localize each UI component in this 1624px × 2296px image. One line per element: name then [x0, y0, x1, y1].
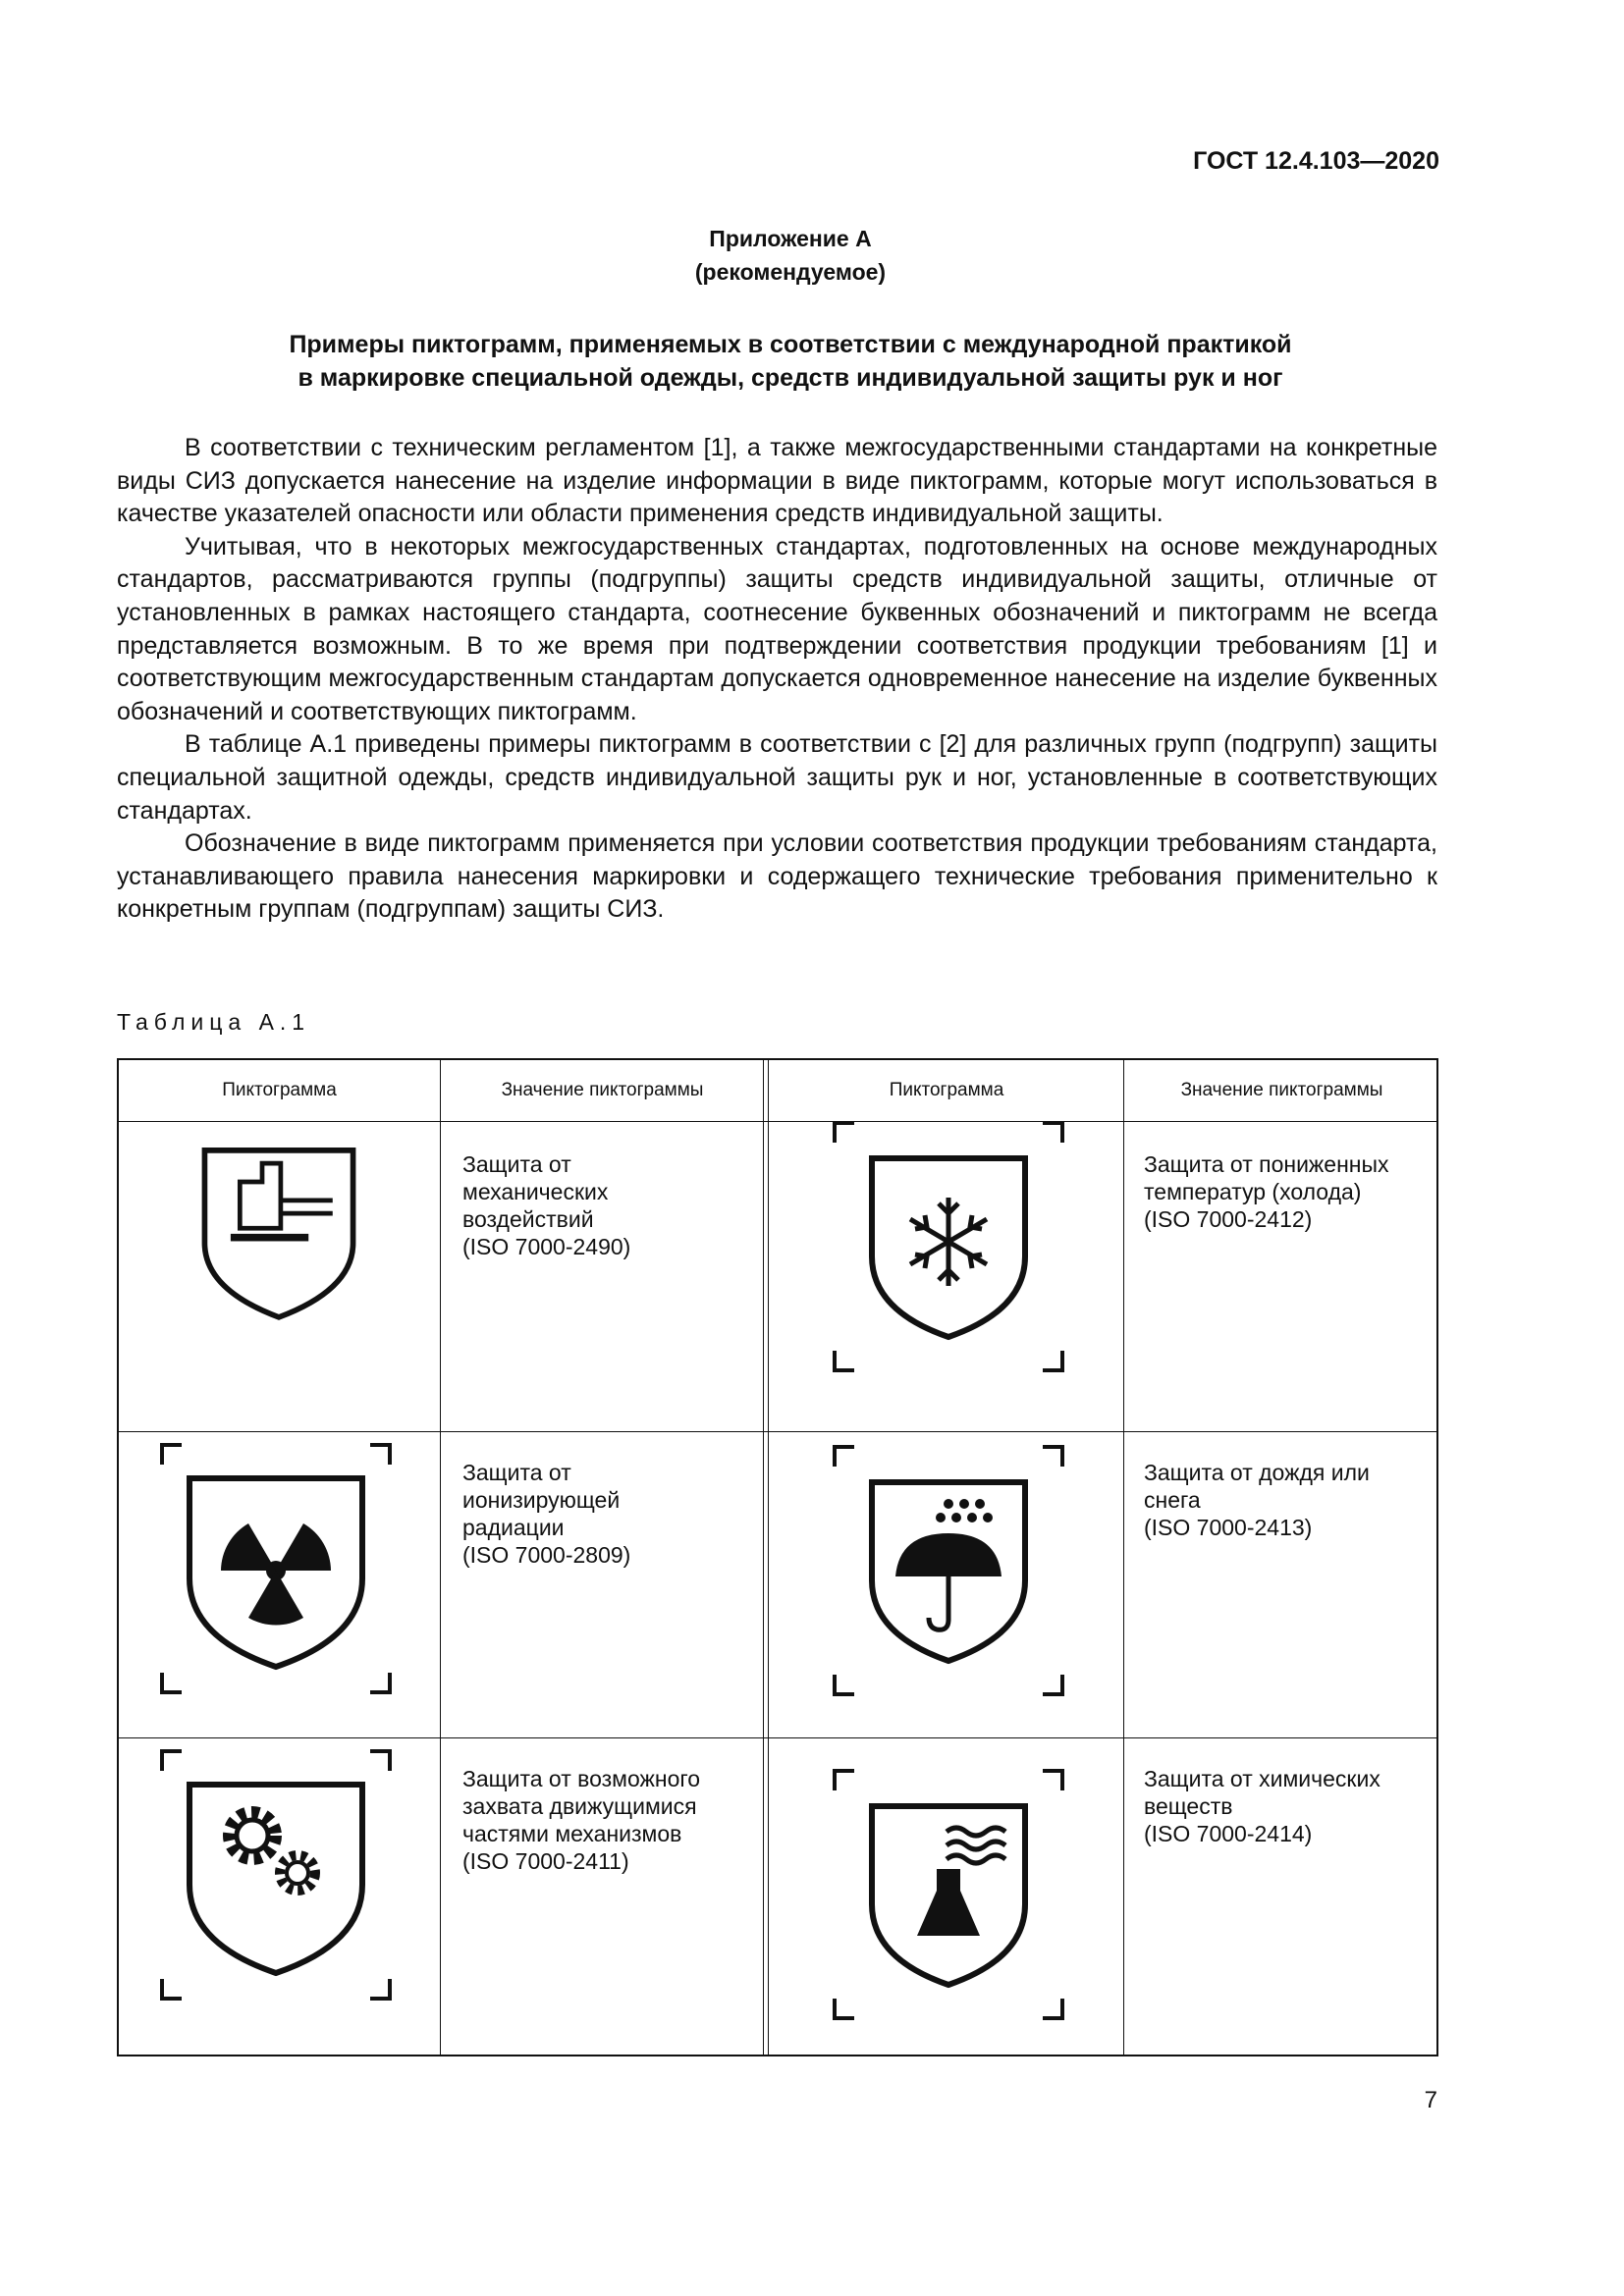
appendix-subtitle: (рекомендуемое) [694, 259, 887, 285]
appendix-heading [147, 328, 1434, 395]
base-bar [231, 1234, 308, 1242]
column-divider [768, 1060, 769, 2055]
gear-large [229, 1812, 276, 1859]
meaning-text: Защита от химических веществ (ISO 7000-2414) [1144, 1766, 1380, 1846]
chemical-protection-icon [831, 1767, 1066, 2022]
paragraph: Обозначение в виде пиктограмм применяется при условии соответствия продукции требованиям стандарта, устанавливающего правила нанесения маркировки и содержащего технические требования применительно к конкретным группам (подгруппам) защиты СИЗ. [117, 829, 1437, 924]
column-divider [440, 1060, 441, 2055]
umbrella-canopy [895, 1533, 1001, 1576]
umbrella-handle [929, 1576, 948, 1629]
appendix-title: Приложение А [709, 226, 872, 251]
block-shape [240, 1163, 281, 1228]
header-pictogram: Пиктограмма [889, 1080, 1004, 1100]
page-number: 7 [1424, 2087, 1437, 2113]
radiation-protection-icon [158, 1441, 394, 1696]
trefoil [221, 1523, 331, 1626]
pictogram-table [117, 1058, 1438, 2056]
shield-outline [189, 1785, 362, 1973]
rain-snow-protection-icon [831, 1443, 1066, 1698]
header-meaning: Значение пиктограммы [1180, 1080, 1383, 1100]
vapour-waves [947, 1828, 1005, 1863]
paragraph: В таблице А.1 приведены примеры пиктограмм в соответствии с [2] для различных групп (подгрупп) защиты специальной защитной одежды, средств индивидуальной защиты рук и ног, установленные в соответствующих стандартах. [117, 730, 1437, 825]
column-divider [763, 1060, 764, 2055]
meaning-text: Защита от возможного захвата движущимися частями механизмов (ISO 7000-2411) [462, 1766, 701, 1874]
flask [917, 1869, 980, 1936]
meaning-text: Защита от ионизирующей радиации (ISO 7000-2809) [462, 1460, 631, 1568]
column-divider [1123, 1060, 1124, 2055]
meaning-text: Защита от пониженных температур (холода) (ISO 7000-2412) [1144, 1151, 1389, 1232]
snowflake [910, 1198, 987, 1286]
header-meaning: Значение пиктограммы [501, 1080, 704, 1100]
moving-parts-protection-icon [158, 1747, 394, 2002]
heading-line-1: Примеры пиктограмм, применяемых в соответствии с международной практикой [289, 331, 1292, 358]
row-divider [119, 1737, 1436, 1738]
rain-drops [936, 1499, 993, 1522]
gear-small [280, 1855, 315, 1891]
mechanical-protection-icon [195, 1097, 362, 1333]
paragraph: Учитывая, что в некоторых межгосударственных стандартах, подготовленных на основе международных стандартов, рассматриваются группы (подгруппы) защиты средств индивидуальной защиты, отличные от установленных в рамках настоящего стандарта, соотнесение буквенных обозначений и пиктограмм не всегда представляется возможным. В то же время при подтверждении соответствия продукции требованиям [1] и соответствующим межгосударственным стандартам допускается одновременное нанесение на изделие буквенных обозначений и соответствующих пиктограмм. [117, 532, 1437, 725]
table-caption: Таблица А.1 [117, 1009, 311, 1035]
crop-marks [162, 1751, 390, 1999]
cold-protection-icon [831, 1119, 1066, 1374]
paragraph: В соответствии с техническим регламентом [1], а также межгосударственными стандартами на конкретные виды СИЗ допускается нанесение на изделие информации в виде пиктограмм, которые могут использоваться в качестве указателей опасности или области применения средств индивидуальной защиты. [117, 434, 1437, 528]
heading-line-2: в маркировке специальной одежды, средств индивидуальной защиты рук и ног [298, 364, 1283, 392]
row-divider [119, 1431, 1436, 1432]
body-text [117, 432, 1437, 927]
header-pictogram: Пиктограмма [222, 1080, 337, 1100]
meaning-text: Защита от механических воздействий (ISO 7000-2490) [462, 1151, 631, 1259]
meaning-text: Защита от дождя или снега (ISO 7000-2413) [1144, 1460, 1370, 1540]
standard-number: ГОСТ 12.4.103—2020 [1193, 147, 1439, 175]
